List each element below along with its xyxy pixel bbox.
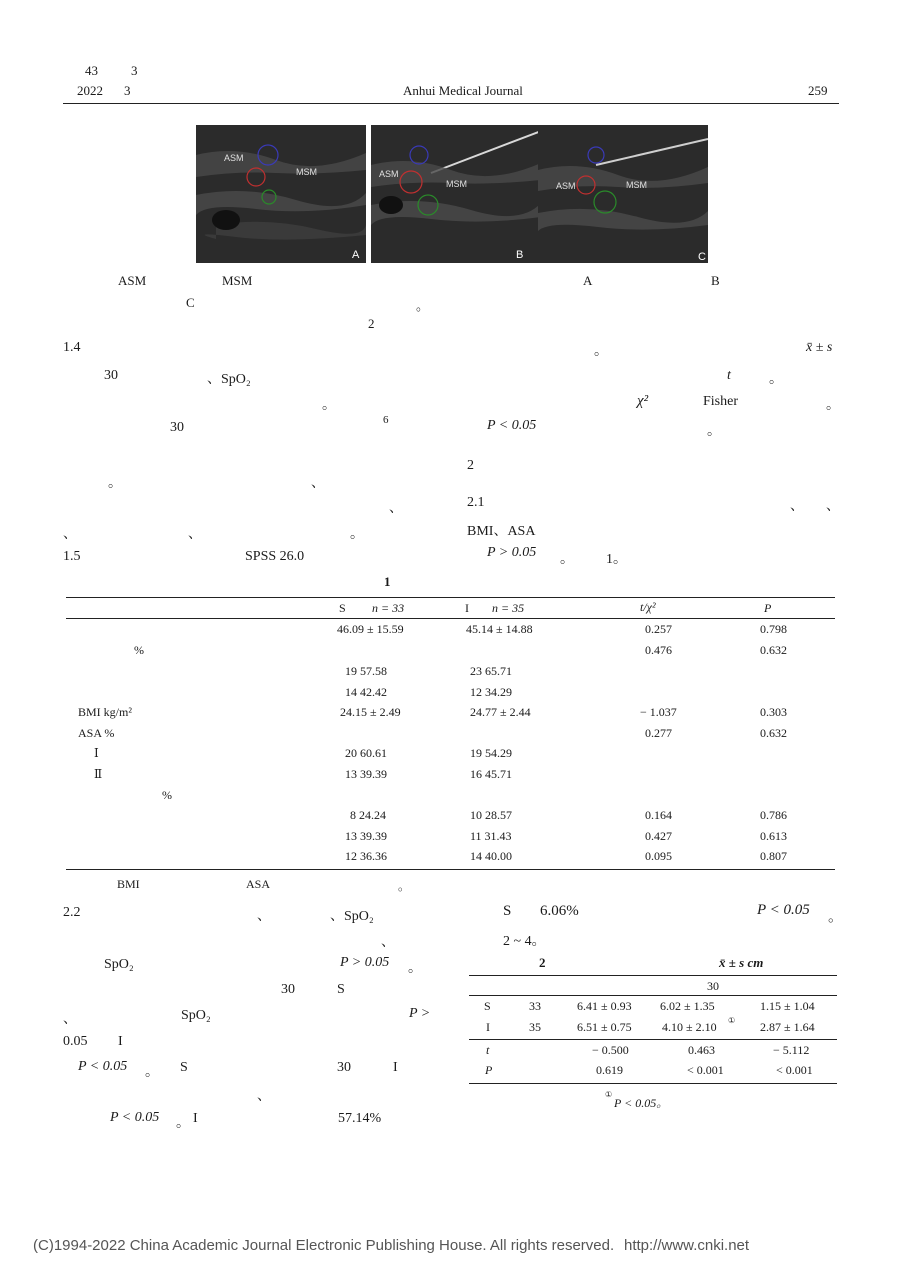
t2-t-a: − 0.500 <box>592 1043 629 1057</box>
t2-p-c: < 0.001 <box>776 1063 813 1077</box>
panel-letter-c: C <box>698 251 706 263</box>
t2-row1-c: 2.87 ± 1.64 <box>760 1020 815 1034</box>
t2-row1-n: 35 <box>529 1020 541 1034</box>
table-2-top-rule <box>469 975 837 976</box>
s22-005: 0.05 <box>63 1034 88 1049</box>
t1-row5-p: 0.632 <box>760 726 787 740</box>
t1-row5-label: ASA % <box>78 726 115 740</box>
caption-msm: MSM <box>222 273 253 288</box>
t1-row1-label: % <box>134 643 144 657</box>
s22-percent: 57.14% <box>338 1111 382 1126</box>
text-comma-d: 、 <box>188 527 202 542</box>
t1-row10-p: 0.613 <box>760 829 787 843</box>
table-2-header-rule <box>469 995 837 996</box>
s22-period-b: 。 <box>145 1065 159 1080</box>
s22-30-a: 30 <box>281 982 295 997</box>
t2-row1-a: 6.51 ± 0.75 <box>577 1020 632 1034</box>
header-journal: Anhui Medical Journal <box>403 83 523 98</box>
ultrasound-image-c <box>538 125 708 263</box>
table-2-note: P < 0.05。 <box>614 1096 669 1110</box>
caption-b: B <box>711 273 720 288</box>
s22-period-a: 。 <box>408 961 422 976</box>
text-comma-c: 、 <box>63 527 77 542</box>
t1-row10-t: 0.427 <box>645 829 672 843</box>
t1-row11-t: 0.095 <box>645 849 672 863</box>
s22-spo2-c: SpO₂ <box>181 1008 211 1023</box>
s22-p-less-b: P < 0.05 <box>110 1110 160 1125</box>
table-1-header-s: S <box>339 601 346 615</box>
ultrasound-image-b <box>371 125 541 263</box>
s22-comma-b: 、 <box>381 935 395 950</box>
text-comma-b: 、 <box>389 501 403 516</box>
t2-row1-mark: ① <box>728 1016 736 1025</box>
t1-row4-label: BMI kg/m² <box>78 705 132 719</box>
t1-row4-s: 24.15 ± 2.49 <box>340 705 401 719</box>
panel-letter-a: A <box>352 249 360 261</box>
t1-row1-t: 0.476 <box>645 643 672 657</box>
t2-row0-b: 6.02 ± 1.35 <box>660 999 715 1013</box>
caption-end: 。 <box>416 298 430 313</box>
s22-comma-a: 、 <box>257 909 271 924</box>
table-1-header-t: t/χ² <box>640 600 656 614</box>
header-volume: 43 <box>85 63 98 78</box>
caption-c: C <box>186 295 195 310</box>
table-2-mid-rule <box>469 1039 837 1040</box>
t2-row0-a: 6.41 ± 0.93 <box>577 999 632 1013</box>
t1-row5-t: 0.277 <box>645 726 672 740</box>
t1-row11-i: 14 40.00 <box>470 849 512 863</box>
t1-row1-p: 0.632 <box>760 643 787 657</box>
right-table-refs: 2 ~ 4。 <box>503 934 546 949</box>
t1-row6-label: Ⅰ <box>94 746 99 760</box>
t1-row10-i: 11 31.43 <box>470 829 512 843</box>
section-2-2-number: 2.2 <box>63 905 81 920</box>
t1-row9-t: 0.164 <box>645 808 672 822</box>
text-spss: SPSS 26.0 <box>245 549 305 564</box>
t1-row0-s: 46.09 ± 15.59 <box>337 622 404 636</box>
s22-comma-c: 、 <box>63 1012 77 1027</box>
t1-row7-i: 16 45.71 <box>470 767 512 781</box>
right-percent: 6.06% <box>540 903 579 919</box>
t2-p-b: < 0.001 <box>687 1063 724 1077</box>
table-1-header-i-n: n = 35 <box>492 601 525 615</box>
section-2-heading: 2 <box>467 458 474 473</box>
table-2-note-mark: ① <box>605 1090 613 1099</box>
s22-spo2-a: 、SpO₂ <box>330 909 374 924</box>
t2-row1-group: I <box>486 1020 490 1034</box>
text-fisher: Fisher <box>703 394 738 409</box>
header-rule <box>63 103 839 104</box>
t1-row3-s: 14 42.42 <box>345 685 387 699</box>
t1-row11-s: 12 36.36 <box>345 849 387 863</box>
label-asm-c: ASM <box>556 181 576 191</box>
t1-row11-p: 0.807 <box>760 849 787 863</box>
s22-p-less-a: P < 0.05 <box>78 1059 128 1074</box>
table-2-unit: x̄ ± s cm <box>719 955 764 970</box>
t2-row0-c: 1.15 ± 1.04 <box>760 999 815 1013</box>
t1-row7-label: Ⅱ <box>94 767 103 781</box>
s22-i-b: I <box>393 1060 398 1075</box>
table-1-reference: 1。 <box>606 552 627 567</box>
header-issue: 3 <box>131 63 138 78</box>
right-p-less: P < 0.05 <box>757 902 810 918</box>
panel-letter-b: B <box>516 249 524 261</box>
section-2-1-number: 2.1 <box>467 495 485 510</box>
header-year: 2022 <box>77 83 103 98</box>
t1-row9-i: 10 28.57 <box>470 808 512 822</box>
ultrasound-image-a <box>196 125 366 263</box>
table-1-note-asa: ASA <box>246 877 271 891</box>
mean-sd-notation: x̄ ± s <box>806 340 833 355</box>
table-1-header-s-n: n = 33 <box>372 601 405 615</box>
t1-row2-s: 19 57.58 <box>345 664 387 678</box>
ultrasound-panel-c <box>538 125 708 263</box>
label-asm-a: ASM <box>224 153 244 163</box>
section-1-4-period: 。 <box>594 344 608 359</box>
s22-period-c: 。 <box>176 1116 190 1131</box>
t1-row6-s: 20 60.61 <box>345 746 387 760</box>
t1-row6-i: 19 54.29 <box>470 746 512 760</box>
t2-t-c: − 5.112 <box>773 1043 810 1057</box>
t1-row9-p: 0.786 <box>760 808 787 822</box>
chi-square-symbol: χ² <box>637 393 649 409</box>
table-1-top-rule <box>66 597 835 598</box>
footer-url[interactable]: http://www.cnki.net <box>624 1237 750 1254</box>
table-1-header-rule <box>66 618 835 619</box>
text-30-a: 30 <box>104 368 118 383</box>
footer-copyright: (C)1994-2022 China Academic Journal Electronic Publishing House. All rights reserved. <box>33 1237 615 1254</box>
t1-row9-s: 8 24.24 <box>350 808 386 822</box>
p-greater-a: P > 0.05 <box>487 545 537 560</box>
right-s: S <box>503 903 512 919</box>
s22-p-greater: P > 0.05 <box>340 955 390 970</box>
t1-row4-p: 0.303 <box>760 705 787 719</box>
label-msm-c: MSM <box>626 180 647 190</box>
ultrasound-panel-a <box>196 125 366 263</box>
table-2-bottom-rule <box>469 1083 837 1084</box>
t2-t-b: 0.463 <box>688 1043 715 1057</box>
text-period-d: 。 <box>707 424 721 439</box>
right-period: 。 <box>828 909 844 925</box>
table-1-note-bmi: BMI <box>117 877 140 891</box>
label-msm-b: MSM <box>446 179 467 189</box>
t2-p-a: 0.619 <box>596 1063 623 1077</box>
t1-row4-t: − 1.037 <box>640 705 677 719</box>
t2-t-label: t <box>486 1043 490 1057</box>
t1-row7-s: 13 39.39 <box>345 767 387 781</box>
table-1-header-p: P <box>764 601 772 615</box>
table-1-bottom-rule <box>66 869 835 870</box>
text-period-a: 。 <box>769 372 783 387</box>
s22-p-greater-b: P > <box>409 1006 431 1021</box>
text-comma-e: 、 <box>790 499 804 514</box>
t1-row10-s: 13 39.39 <box>345 829 387 843</box>
table-2-title: 2 <box>539 955 546 970</box>
label-msm-a: MSM <box>296 167 317 177</box>
caption-a: A <box>583 273 593 288</box>
section-1-4-number: 1.4 <box>63 340 81 355</box>
t2-row1-b: 4.10 ± 2.10 <box>662 1020 717 1034</box>
s22-comma-d: 、 <box>257 1089 271 1104</box>
caption-asm: ASM <box>118 273 147 288</box>
table-2-col-30: 30 <box>707 979 719 993</box>
text-bmi-asa: BMI、ASA <box>467 524 536 539</box>
text-period-f: 。 <box>350 527 364 542</box>
s22-i-c: I <box>193 1111 198 1126</box>
table-1-title: 1 <box>384 574 391 589</box>
table-1-header-i: I <box>465 601 469 615</box>
s22-s-a: S <box>337 982 345 997</box>
t2-p-label: P <box>485 1063 493 1077</box>
t1-row3-i: 12 34.29 <box>470 685 512 699</box>
caption-number: 2 <box>368 316 375 331</box>
label-asm-b: ASM <box>379 169 399 179</box>
text-spo2-a: 、SpO₂ <box>207 372 251 387</box>
s22-i-a: I <box>118 1034 123 1049</box>
text-30-b: 30 <box>170 420 184 435</box>
header-page-number: 259 <box>808 83 828 98</box>
t1-row2-i: 23 65.71 <box>470 664 512 678</box>
table-1-note-end: 。 <box>398 879 411 893</box>
t2-row0-n: 33 <box>529 999 541 1013</box>
p-threshold: P < 0.05 <box>487 418 537 433</box>
ultrasound-panel-b <box>371 125 541 263</box>
t1-row8-label: % <box>162 788 172 802</box>
reference-superscript: 6 <box>383 414 389 426</box>
t1-row0-p: 0.798 <box>760 622 787 636</box>
text-comma-a: 、 <box>311 476 325 491</box>
t1-row4-i: 24.77 ± 2.44 <box>470 705 531 719</box>
s22-spo2-b: SpO₂ <box>104 957 134 972</box>
text-period-b: 。 <box>322 398 336 413</box>
text-period-g: 。 <box>560 552 574 567</box>
t2-row0-group: S <box>484 999 491 1013</box>
s22-s-b: S <box>180 1060 188 1075</box>
header-month: 3 <box>124 83 131 98</box>
text-period-e: 。 <box>108 476 122 491</box>
s22-30-b: 30 <box>337 1060 351 1075</box>
text-comma-f: 、 <box>826 499 840 514</box>
t-test-symbol: t <box>727 368 731 383</box>
section-1-5-number: 1.5 <box>63 549 81 564</box>
text-period-c: 。 <box>826 398 840 413</box>
t1-row0-i: 45.14 ± 14.88 <box>466 622 533 636</box>
t1-row0-t: 0.257 <box>645 622 672 636</box>
